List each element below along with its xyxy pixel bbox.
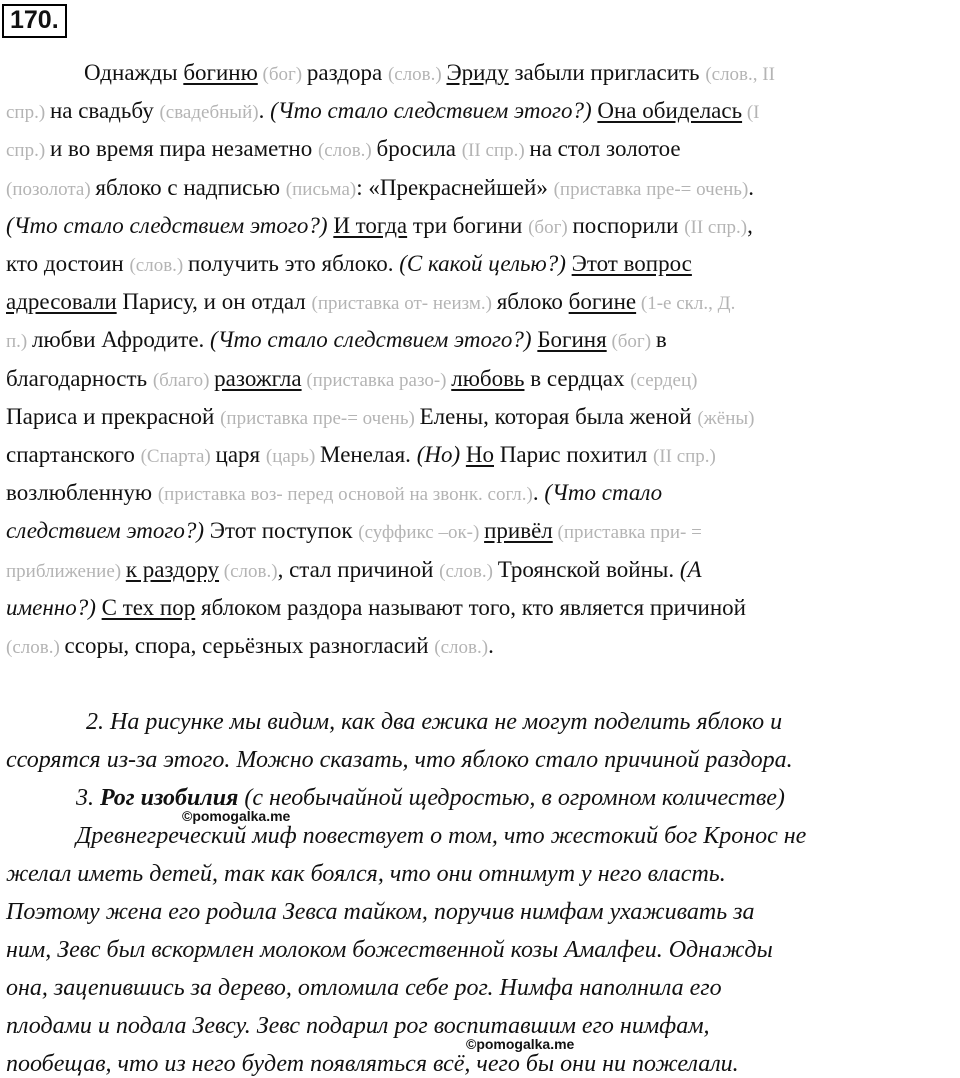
answer-text: Елены, которая была женой <box>419 403 698 429</box>
answer-text: Париса и прекрасной <box>6 403 221 429</box>
underlined-text: любовь <box>451 365 525 391</box>
hint-text: (слов.) <box>129 255 189 276</box>
para2-line-1: 2. На рисунке мы видим, как два ежика не могут поделить яблоко и <box>86 709 783 735</box>
hint-text: (бог) <box>606 331 656 353</box>
answer-text: любви Афродите. <box>32 327 211 353</box>
para1-line-10 <box>6 403 754 433</box>
answer-text: в сердцах <box>524 365 631 391</box>
hint-text: (слов.) <box>439 560 498 582</box>
para1-line-14 <box>6 556 702 586</box>
underlined-text: разожгла <box>214 365 302 391</box>
answer-text: Этот поступок <box>209 518 359 544</box>
para3-number: 3. <box>76 785 100 811</box>
hint-text: (слов.) <box>219 560 278 582</box>
answer-text: : «Прекраснейшей» <box>356 174 554 200</box>
para1-line-16 <box>6 632 494 662</box>
answer-text: спартанского <box>6 442 141 467</box>
answer-text: бросила <box>376 136 462 162</box>
hint-text: (сердец) <box>630 369 698 391</box>
para3-line-2: желал иметь детей, так как боялся, что они отнимут у него власть. <box>6 861 726 887</box>
hint-text: (приставка от- неизм.) <box>311 293 497 315</box>
answer-text: царя <box>215 442 266 467</box>
hint-text: (приставка пре-= очень) <box>553 178 749 200</box>
hint-text: (слов.) <box>317 140 377 162</box>
para1-line-6 <box>6 250 692 280</box>
hint-text: (приставка при- = <box>552 522 702 544</box>
answer-text: . <box>748 174 755 200</box>
hint-text: приближение) <box>6 560 126 582</box>
hint-text: (слов., II <box>705 64 775 85</box>
para1-line-8 <box>6 326 667 356</box>
hint-text: (письма) <box>285 178 357 200</box>
answer-text: Менелая. <box>320 442 417 467</box>
answer-text: поспорили <box>572 212 685 238</box>
para1-line-12 <box>6 479 662 509</box>
para3-line-6: плодами и подала Зевсу. Зевс подарил рог воспитавшим его нимфам, <box>6 1013 710 1039</box>
underlined-text: Эриду <box>446 60 509 85</box>
para3-line-1: Древнегреческий миф повествует о том, что жестокий бог Кронос не <box>76 823 807 849</box>
answer-text: , <box>747 212 753 238</box>
hint-text: (1-е скл., Д. <box>636 293 736 315</box>
underlined-text: С тех пор <box>101 594 196 620</box>
answer-text: три богини <box>407 212 529 238</box>
hint-text: (суффикс –ок-) <box>358 522 485 544</box>
answer-text: ссоры, спора, серьёзных разногласий <box>64 633 435 658</box>
underlined-text: Этот вопрос <box>571 251 692 276</box>
exercise-number: 170. <box>2 4 67 38</box>
hint-text: (слов.) <box>6 637 65 658</box>
hint-text: (бог) <box>528 216 573 238</box>
para2-line-2: ссорятся из-за этого. Можно сказать, что яблоко стало причиной раздора. <box>6 747 793 773</box>
question-text: (Что стало <box>544 480 663 506</box>
hint-text: (приставка пре-= очень) <box>220 407 420 429</box>
hint-text: (II спр.) <box>684 216 748 238</box>
underlined-text: адресовали <box>6 289 117 315</box>
para3-line-4: ним, Зевс был вскормлен молоком божественной козы Амалфеи. Однажды <box>6 937 773 963</box>
para3-line-3: Поэтому жена его родила Зевса тайком, поручив нимфам ухаживать за <box>6 899 755 925</box>
answer-text: . <box>532 480 545 506</box>
answer-text: кто достоин <box>6 251 130 276</box>
para3-meaning: (с необычайной щедростью, в огромном количестве) <box>238 785 785 811</box>
hint-text: спр.) <box>6 102 50 124</box>
para3-line-7: пообещав, что из него будет появляться всё, чего бы они ни пожелали. <box>6 1051 739 1077</box>
answer-text: Парису, и он отдал <box>116 289 312 315</box>
para1-line-5 <box>6 212 753 242</box>
question-text: следствием этого?) <box>6 518 210 544</box>
question-text: (Что стало следствием этого?) <box>270 98 598 124</box>
hint-text: (жёны) <box>697 407 755 429</box>
answer-text: раздора <box>306 60 388 85</box>
para1-line-7 <box>6 288 735 318</box>
question-text: (Но) <box>416 442 466 467</box>
answer-text: Парис похитил <box>494 442 653 467</box>
answer-text: , стал причиной <box>277 556 440 582</box>
hint-text: (благо) <box>152 369 215 391</box>
question-text: именно?) <box>6 594 102 620</box>
underlined-text: к раздору <box>125 556 220 582</box>
hint-text: (II спр.) <box>652 446 716 467</box>
para3-line-5: она, зацепившись за дерево, отломила себе рог. Нимфа наполнила его <box>6 975 722 1001</box>
para1-line-15 <box>6 594 746 622</box>
hint-text: (I <box>742 102 760 124</box>
hint-text: (царь) <box>265 446 321 467</box>
para1-line-9 <box>6 365 697 395</box>
answer-text: в <box>655 327 667 353</box>
question-text: (А <box>679 556 702 582</box>
para1-line-1 <box>84 59 775 89</box>
underlined-text: Богиня <box>537 327 607 353</box>
hint-text: (бог) <box>257 64 307 85</box>
answer-text: . <box>258 98 271 124</box>
answer-text: яблоко с надписью <box>95 174 286 200</box>
hint-text: (приставка разо-) <box>301 369 452 391</box>
hint-text: (Спарта) <box>140 446 216 467</box>
underlined-text: привёл <box>484 518 553 544</box>
hint-text: (слов.) <box>434 637 489 658</box>
para1-line-13 <box>6 517 702 547</box>
para1-line-3 <box>6 135 681 165</box>
answer-text: . <box>488 633 494 658</box>
answer-text: яблоко <box>496 289 569 315</box>
answer-text: Однажды <box>84 60 184 85</box>
answer-text: и во время пира незаметно <box>49 136 318 162</box>
answer-text: на свадьбу <box>49 98 160 124</box>
hint-text: (свадебный) <box>159 102 259 124</box>
underlined-text: богиню <box>183 60 258 85</box>
hint-text: спр.) <box>6 140 50 162</box>
hint-text: п.) <box>6 331 32 353</box>
answer-text: возлюбленную <box>6 480 158 506</box>
para3-term: Рог изобилия <box>100 785 239 811</box>
answer-text: забыли пригласить <box>508 60 706 85</box>
hint-text: (приставка воз- перед основой на звонк. согл.) <box>157 484 533 506</box>
underlined-text: богине <box>568 289 637 315</box>
answer-text: благодарность <box>6 365 153 391</box>
underlined-text: Но <box>465 442 494 467</box>
hint-text: (позолота) <box>6 178 96 200</box>
para1-line-2 <box>6 97 759 127</box>
answer-text: Троянской войны. <box>497 556 680 582</box>
answer-text: на стол золотое <box>529 136 681 162</box>
question-text: (Что стало следствием этого?) <box>6 212 334 238</box>
underlined-text: И тогда <box>333 212 408 238</box>
answer-text: яблоком раздора называют того, кто является причиной <box>195 594 746 620</box>
para1-line-11 <box>6 441 716 471</box>
question-text: (Что стало следствием этого?) <box>210 327 538 353</box>
para1-line-4 <box>6 174 754 204</box>
hint-text: (II спр.) <box>461 140 530 162</box>
watermark: ©pomogalka.me <box>466 1036 575 1052</box>
watermark: ©pomogalka.me <box>182 808 291 824</box>
answer-text: получить это яблоко. <box>188 251 400 276</box>
question-text: (С какой целью?) <box>399 251 572 276</box>
hint-text: (слов.) <box>387 64 447 85</box>
underlined-text: Она обиделась <box>597 98 743 124</box>
